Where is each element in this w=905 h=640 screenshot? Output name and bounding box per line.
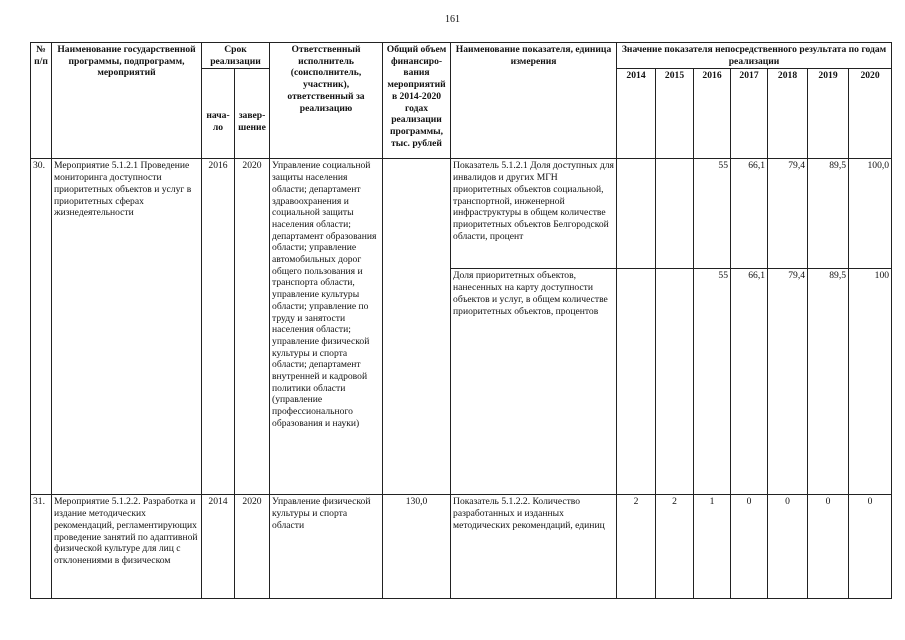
header-term-spacer-2 [235,69,270,85]
row-30-indicator-2: Доля приоритетных объектов, нанесенных на карту доступности объектов и услуг, в общем количестве приоритетных объектов, процентов [451,269,617,495]
row-30-ind2-2015 [656,269,694,495]
header-year-2020: 2020 [849,69,892,159]
header-name: Наименование государственной программы, подпрограмм, мероприятий [52,43,202,159]
row-30-ind1-2014 [617,159,656,269]
header-year-2018: 2018 [768,69,808,159]
row-30-volume [383,159,451,495]
row-30-ind1-2019: 89,5 [808,159,849,269]
header-year-2019: 2019 [808,69,849,159]
row-31-ind1-2015: 2 [656,495,694,599]
row-31-volume: 130,0 [383,495,451,599]
table-row [31,159,892,269]
row-30-ind2-2017: 66,1 [731,269,768,495]
row-31-end: 2020 [235,495,270,599]
row-30-ind2-2018: 79,4 [768,269,808,495]
row-30-ind2-2020: 100 [849,269,892,495]
header-year-2015: 2015 [656,69,694,159]
table-row [31,495,892,599]
header-term: Срок реализации [202,43,270,69]
header-responsible: Ответственный исполнитель (соисполнитель, участник), ответственный за реализацию [270,43,383,159]
row-31-num: 31. [31,495,52,599]
header-indicator: Наименование показателя, единица измерения [451,43,617,159]
header-year-2017: 2017 [731,69,768,159]
row-30-ind2-2019: 89,5 [808,269,849,495]
header-term-end: завер-шение [235,85,270,159]
header-values-title: Значение показателя непосредственного результата по годам реализации [617,43,892,69]
header-year-2016: 2016 [694,69,731,159]
header-year-2014: 2014 [617,69,656,159]
row-30-ind1-2017: 66,1 [731,159,768,269]
row-31-ind1-2017: 0 [731,495,768,599]
header-term-start: нача-ло [202,85,235,159]
row-31-ind1-2016: 1 [694,495,731,599]
row-30-num: 30. [31,159,52,495]
row-30-ind1-2018: 79,4 [768,159,808,269]
row-31-ind1-2018: 0 [768,495,808,599]
row-31-ind1-2020: 0 [849,495,892,599]
header-volume: Общий объем финансиро-вания мероприятий в 2014-2020 годах реализации программы, тыс. рублей [383,43,451,159]
row-31-indicator-1: Показатель 5.1.2.2. Количество разработанных и изданных методических рекомендаций, единиц [451,495,617,599]
row-30-start: 2016 [202,159,235,495]
row-31-start: 2014 [202,495,235,599]
row-30-ind1-2020: 100,0 [849,159,892,269]
page-number: 161 [445,14,460,25]
row-30-ind1-2016: 55 [694,159,731,269]
header-term-spacer-1 [202,69,235,85]
row-30-ind2-2016: 55 [694,269,731,495]
program-table [30,42,892,599]
row-31-responsible: Управление физической культуры и спорта области [270,495,383,599]
row-31-ind1-2014: 2 [617,495,656,599]
row-30-ind2-2014 [617,269,656,495]
row-30-name: Мероприятие 5.1.2.1 Проведение мониторинга доступности приоритетных объектов и услуг в приоритетных сферах жизнедеятельности [52,159,202,495]
row-30-ind1-2015 [656,159,694,269]
row-30-end: 2020 [235,159,270,495]
row-31-name: Мероприятие 5.1.2.2. Разработка и издание методических рекомендаций, регламентирующих проведение занятий по адаптивной физической культуре для лиц с отклонениями в физическом [52,495,202,599]
row-31-ind1-2019: 0 [808,495,849,599]
row-30-indicator-1: Показатель 5.1.2.1 Доля доступных для инвалидов и других МГН приоритетных объектов социальной, транспортной, инженерной инфраструктуры в общем количестве приоритетных объектов Белгородской области, процент [451,159,617,269]
header-num: № п/п [31,43,52,159]
row-30-responsible: Управление социальной защиты населения области; департамент здравоохранения и социальной защиты населения области; департамент образования области; управление автомобильных дорог общего пользования и транспорта области, управление культуры области; управление по труду и занятости населения области; управление физической культуры и спорта области; департамент внутренней и кадровой политики области (управление профессионального образования и науки) [270,159,383,495]
